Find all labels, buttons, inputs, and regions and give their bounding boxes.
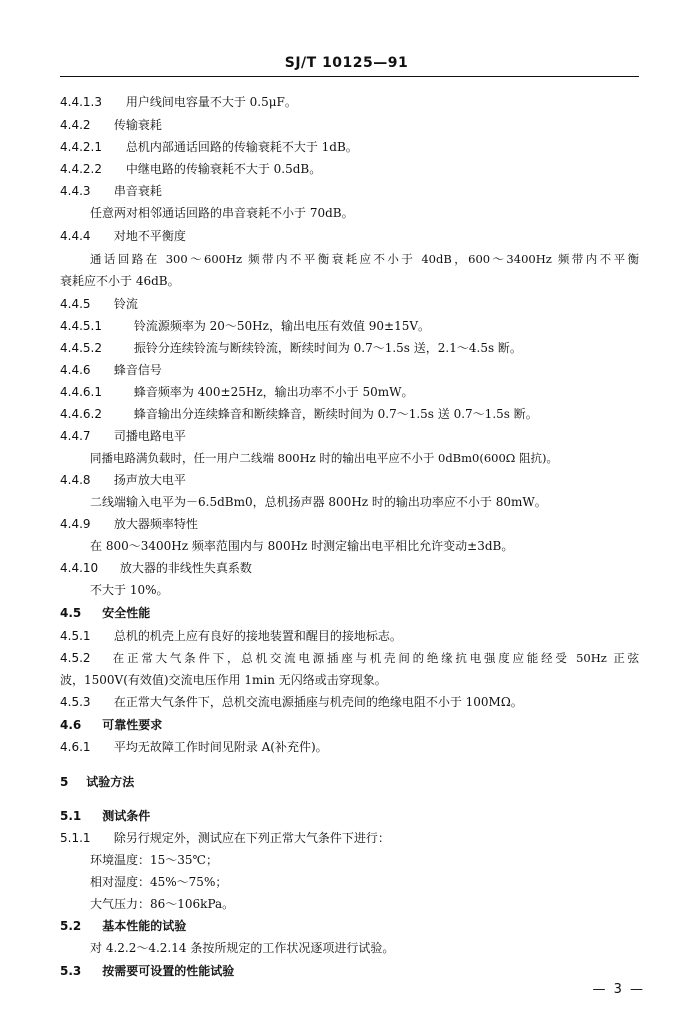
clause-number: 4.4.2.1: [60, 140, 102, 154]
page-number: — 3 —: [592, 982, 645, 997]
clause-line: [60, 117, 162, 133]
clause-text: 扬声放大电平: [113, 473, 186, 487]
clause-text: 用户线间电容量不大于 0.5μF。: [125, 95, 297, 109]
clause-body-line: [90, 896, 234, 912]
clause-body-line: [90, 450, 558, 466]
clause-line: [60, 296, 138, 312]
clause-body-line: [90, 582, 169, 598]
clause-text: 相对湿度：45%～75%；: [90, 875, 228, 889]
clause-text: 串音衰耗: [113, 184, 162, 198]
header-divider: [60, 76, 639, 77]
clause-number: 4.4.5.1: [60, 319, 102, 333]
clause-text: 衰耗应不小于 46dB。: [60, 274, 180, 288]
clause-number: 4.4.7: [60, 429, 91, 443]
clause-body-line: [90, 852, 218, 868]
clause-number: 4.4.5.2: [60, 341, 102, 355]
clause-number: 4.4.8: [60, 473, 91, 487]
clause-line: [60, 739, 328, 755]
clause-line: [60, 472, 186, 488]
clause-text: 传输衰耗: [113, 118, 162, 132]
clause-text: 司播电路电平: [113, 429, 186, 443]
clause-number: 4.4.6: [60, 363, 91, 377]
section-heading: [60, 963, 234, 979]
clause-line: [60, 183, 162, 199]
clause-text: 放大器的非线性失真系数: [119, 561, 252, 575]
clause-line: [60, 560, 252, 576]
clause-text: 对地不平衡度: [113, 229, 186, 243]
clause-text: 安全性能: [102, 606, 151, 620]
clause-line: [60, 161, 321, 177]
clause-text: 环境温度：15～35℃；: [90, 853, 218, 867]
section-heading: [60, 808, 150, 824]
clause-text: 通话回路在 300～600Hz 频带内不平衡衰耗应不小于 40dB，600～3400Hz 频带内不平衡: [90, 252, 639, 266]
clause-text: 放大器频率特性: [113, 517, 198, 531]
clause-line: [60, 406, 538, 422]
clause-text: 总机的机壳上应有良好的接地装置和醒目的接地标志。: [113, 629, 402, 643]
clause-number: 4.4.5: [60, 297, 91, 311]
clause-body-line: [90, 251, 639, 267]
clause-line: [60, 228, 186, 244]
clause-number: 4.4.2: [60, 118, 91, 132]
clause-number: 4.6: [60, 718, 82, 732]
clause-number: 4.4.4: [60, 229, 91, 243]
clause-number: 4.4.6.2: [60, 407, 102, 421]
clause-number: 4.4.3: [60, 184, 91, 198]
clause-text: 铃流源频率为 20～50Hz，输出电压有效值 90±15V。: [133, 319, 431, 333]
clause-text: 对 4.2.2～4.2.14 条按所规定的工作状况逐项进行试验。: [90, 941, 395, 955]
clause-body-line: [90, 205, 354, 221]
clause-body-line: [60, 672, 387, 688]
clause-text: 平均无故障工作时间见附录 A(补充件)。: [113, 740, 328, 754]
clause-number: 4.4.1.3: [60, 95, 102, 109]
clause-body-line: [90, 874, 227, 890]
clause-number: 5.3: [60, 964, 82, 978]
section-heading: [60, 918, 186, 934]
clause-line: [60, 340, 522, 356]
clause-body-line: [90, 940, 394, 956]
clause-text: 任意两对相邻通话回路的串音衰耗不小于 70dB。: [90, 206, 354, 220]
clause-number: 5: [60, 775, 69, 789]
section-heading: [60, 605, 150, 621]
clause-line: [60, 384, 413, 400]
clause-number: 5.1.1: [60, 831, 91, 845]
clause-text: 蜂音频率为 400±25Hz，输出功率不小于 50mW。: [133, 385, 414, 399]
clause-line: [60, 628, 402, 644]
clause-body-line: [90, 494, 547, 510]
clause-text: 铃流: [113, 297, 138, 311]
clause-number: 5.2: [60, 919, 82, 933]
clause-text: 除另行规定外，测试应在下列正常大气条件下进行：: [113, 831, 390, 845]
clause-text: 在正常大气条件下，总机交流电源插座与机壳间的绝缘抗电强度应能经受 50Hz 正弦: [110, 651, 639, 665]
clause-text: 波，1500V(有效值)交流电压作用 1min 无闪络或击穿现象。: [60, 673, 387, 687]
clause-text: 测试条件: [102, 809, 151, 823]
clause-number: 4.5.1: [60, 629, 91, 643]
clause-text: 不大于 10%。: [90, 583, 169, 597]
clause-number: 4.4.2.2: [60, 162, 102, 176]
clause-text: 试验方法: [86, 775, 135, 789]
clause-text: 二线端输入电平为－6.5dBm0，总机扬声器 800Hz 时的输出功率应不小于 80mW。: [90, 495, 547, 509]
clause-number: 4.5: [60, 606, 82, 620]
clause-number: 4.4.9: [60, 517, 91, 531]
section-heading: [60, 717, 162, 733]
clause-text: 可靠性要求: [102, 718, 163, 732]
clause-line: [60, 694, 523, 710]
clause-line: [60, 516, 198, 532]
clause-number: 4.4.6.1: [60, 385, 102, 399]
clause-text: 振铃分连续铃流与断续铃流，断续时间为 0.7～1.5s 送，2.1～4.5s 断。: [133, 341, 522, 355]
clause-text: 同播电路满负载时，任一用户二线端 800Hz 时的输出电平应不小于 0dBm0(600Ω 阻抗)。: [90, 451, 558, 465]
clause-text: 中继电路的传输衰耗不大于 0.5dB。: [125, 162, 322, 176]
clause-body-line: [60, 273, 180, 289]
clause-line: [60, 650, 639, 666]
clause-line: [60, 94, 297, 110]
clause-text: 在 800～3400Hz 频率范围内与 800Hz 时测定输出电平相比允许变动±3dB。: [90, 539, 514, 553]
clause-text: 按需要可设置的性能试验: [102, 964, 235, 978]
clause-line: [60, 428, 186, 444]
clause-text: 基本性能的试验: [102, 919, 187, 933]
clause-number: 4.4.10: [60, 561, 99, 575]
clause-text: 蜂音输出分连续蜂音和断续蜂音，断续时间为 0.7～1.5s 送 0.7～1.5s 断。: [133, 407, 538, 421]
clause-line: [60, 139, 358, 155]
clause-number: 4.6.1: [60, 740, 91, 754]
clause-number: 4.5.2: [60, 651, 91, 665]
clause-text: 在正常大气条件下，总机交流电源插座与机壳间的绝缘电阻不小于 100MΩ。: [113, 695, 523, 709]
clause-text: 总机内部通话回路的传输衰耗不大于 1dB。: [125, 140, 358, 154]
clause-number: 4.5.3: [60, 695, 91, 709]
chapter-heading: [60, 774, 134, 790]
clause-line: [60, 362, 162, 378]
clause-text: 大气压力：86～106kPa。: [90, 897, 235, 911]
clause-number: 5.1: [60, 809, 82, 823]
clause-line: [60, 830, 390, 846]
clause-text: 蜂音信号: [113, 363, 162, 377]
clause-line: [60, 318, 430, 334]
clause-body-line: [90, 538, 513, 554]
standard-header: SJ/T 10125—91: [284, 55, 409, 71]
